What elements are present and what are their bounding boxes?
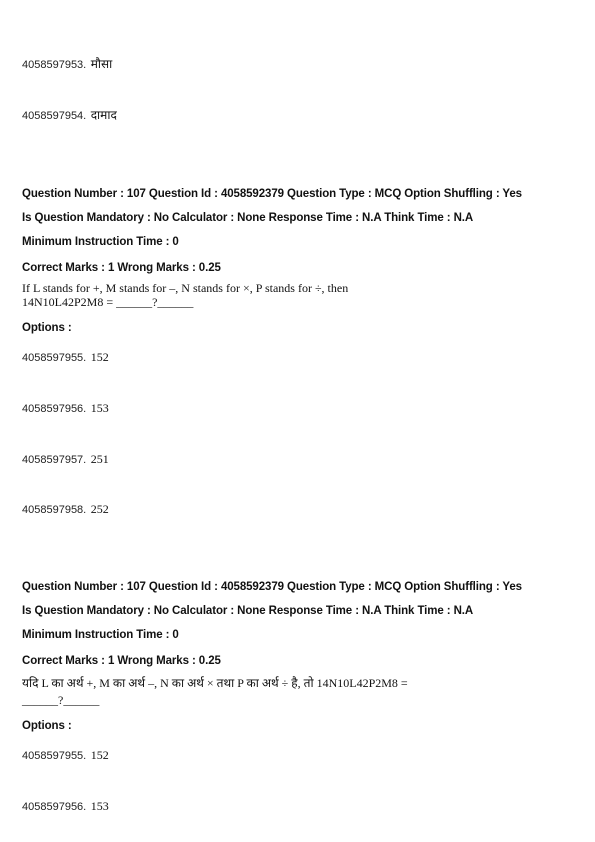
question-text-line: If L stands for +, M stands for –, N stands for ×, P stands for ÷, then [22, 281, 349, 295]
question-meta-line: Question Number : 107 Question Id : 4058592379 Question Type : MCQ Option Shuffling : Yes [22, 188, 522, 200]
option-row [22, 106, 117, 124]
option-id: 4058597958. [22, 504, 87, 516]
question-meta-line: Is Question Mandatory : No Calculator : None Response Time : N.A Think Time : N.A [22, 605, 474, 617]
option-id: 4058597956. [22, 801, 87, 813]
option-id: 4058597956. [22, 403, 87, 415]
option-row [22, 450, 109, 468]
option-row [22, 500, 109, 518]
option-value: 153 [90, 799, 109, 813]
option-value: 251 [90, 452, 109, 466]
option-id: 4058597957. [22, 454, 87, 466]
option-row [22, 348, 109, 366]
marks-line: Correct Marks : 1 Wrong Marks : 0.25 [22, 262, 221, 274]
option-id: 4058597955. [22, 352, 87, 364]
options-label: Options : [22, 322, 72, 334]
option-row [22, 399, 109, 417]
option-row [22, 55, 112, 73]
options-label: Options : [22, 720, 72, 732]
option-value: 152 [90, 748, 109, 762]
question-meta-line: Is Question Mandatory : No Calculator : None Response Time : N.A Think Time : N.A [22, 212, 474, 224]
option-value: 153 [90, 401, 109, 415]
marks-line: Correct Marks : 1 Wrong Marks : 0.25 [22, 655, 221, 667]
question-meta-line: Minimum Instruction Time : 0 [22, 629, 179, 641]
question-text-line: यदि L का अर्थ +, M का अर्थ –, N का अर्थ × तथा P का अर्थ ÷ है, तो 14N10L42P2M8 = [22, 676, 408, 690]
question-text-line: ______?______ [22, 693, 100, 707]
option-id: 4058597953. [22, 59, 87, 71]
option-id: 4058597955. [22, 750, 87, 762]
question-meta-line: Minimum Instruction Time : 0 [22, 236, 179, 248]
option-text: दामाद [90, 108, 117, 122]
question-meta-line: Question Number : 107 Question Id : 4058592379 Question Type : MCQ Option Shuffling : Yes [22, 581, 522, 593]
question-text-line: 14N10L42P2M8 = ______?______ [22, 295, 194, 309]
option-row [22, 797, 109, 815]
option-value: 252 [90, 502, 109, 516]
option-id: 4058597954. [22, 110, 87, 122]
option-row [22, 746, 109, 764]
option-text: मौसा [90, 57, 113, 71]
option-value: 152 [90, 350, 109, 364]
